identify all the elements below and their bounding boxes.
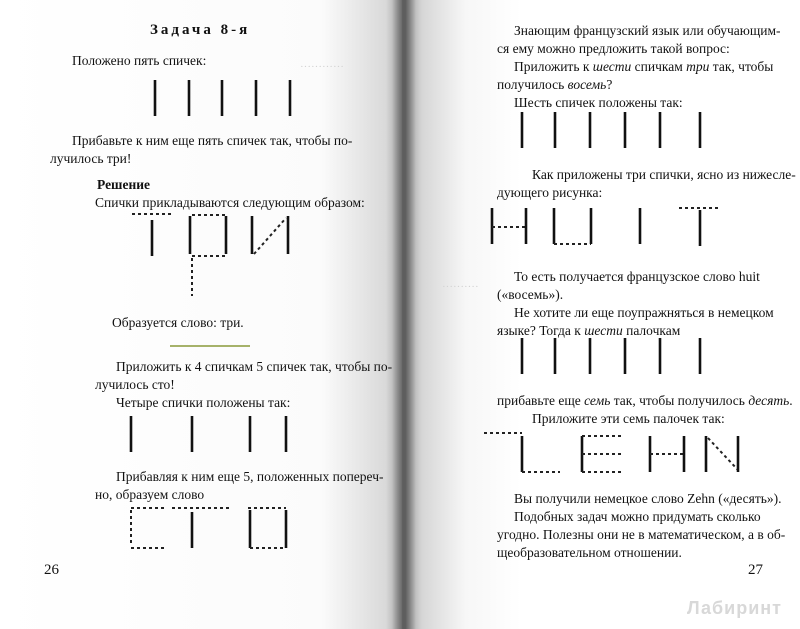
text-line: Вы получили немецкое слово Zehn («десять»). <box>514 491 782 506</box>
solution-heading: Решение <box>97 177 150 192</box>
text-line: Приложить к шести спичкам три так, чтобы <box>514 59 774 74</box>
text-line: Спички прикладываются следующим образом: <box>95 195 365 210</box>
right-figures <box>402 0 800 629</box>
text-line: Четыре спички положены так: <box>116 395 291 410</box>
text-line: но, образуем слово <box>95 487 205 502</box>
text-line: ся ему можно предложить такой вопрос: <box>497 41 730 56</box>
text-line: лучилось сто! <box>95 377 175 392</box>
labirint-watermark: Лабиринт <box>686 598 782 618</box>
show-through-text: ·········· <box>442 281 479 293</box>
text-line: дующего рисунка: <box>497 185 603 200</box>
book-gutter <box>392 0 416 629</box>
huit-word-figure <box>492 208 718 246</box>
text-line: Не хотите ли еще поупражняться в немецком <box>514 305 774 320</box>
text-line: («восемь»). <box>497 287 564 302</box>
sto-word-figure <box>131 508 286 548</box>
four-matches-figure <box>131 416 286 452</box>
text-line: То есть получается французское слово huit <box>514 269 760 284</box>
text-line: Шесть спичек положены так: <box>514 95 683 110</box>
five-matches-figure <box>155 80 290 116</box>
six-sticks-figure <box>522 338 700 374</box>
page-number: 26 <box>44 562 59 578</box>
text-line: Приложите эти семь палочек так: <box>532 411 725 426</box>
text-line: щеобразовательном отношении. <box>497 545 682 560</box>
problem-title: Задача 8-я <box>150 22 251 38</box>
show-through-text: ············ <box>300 61 344 73</box>
text-line: лучилось три! <box>50 151 132 166</box>
text-line: Подобных задач можно придумать сколько <box>514 509 761 524</box>
tri-word-figure <box>132 214 288 296</box>
text-line: языке? Тогда к шести палочкам <box>497 323 681 338</box>
text-line: Положено пять спичек: <box>72 53 207 68</box>
text-line: Знающим французский язык или обучающим- <box>514 23 781 38</box>
text-line: получилось восемь? <box>497 77 613 92</box>
text-line: Как приложены три спички, ясно из нижесле- <box>532 167 796 182</box>
six-matches-figure <box>522 112 700 148</box>
text-line: угодно. Полезны они не в математическом, а в об- <box>497 527 786 542</box>
text-line: Приложить к 4 спичкам 5 спичек так, чтобы по- <box>116 359 393 374</box>
right-page <box>402 0 800 629</box>
text-line: Прибавьте к ним еще пять спичек так, чтобы по- <box>72 133 353 148</box>
text-line: прибавьте еще семь так, чтобы получилось десять. <box>497 393 793 408</box>
zehn-word-figure <box>484 433 738 472</box>
page-number: 27 <box>748 562 763 578</box>
text-line: Образуется слово: три. <box>112 315 244 330</box>
text-line: Прибавляя к ним еще 5, положенных попереч- <box>116 469 384 484</box>
